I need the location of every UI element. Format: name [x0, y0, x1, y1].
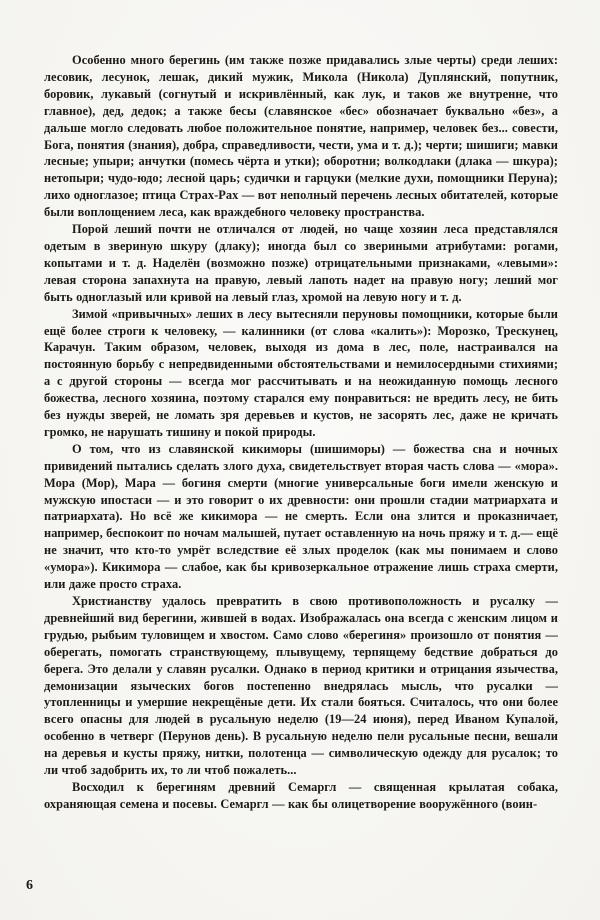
paragraph-rusalka: Христианству удалось превратить в свою противоположность и русалку — древнейший вид берегини, жившей в водах. Изображалась она всегда с женским лицом и грудью, рыбьим туловищем и хвостом. Само слово «берегиня» произошло от понятия — оберегать, помогать странствующему, плывущему, терпящему бедствие добраться до берега. Это делали у славян русалки. Однако в период критики и отрицания язычества, демонизации языческих богов постепенно внедрялась мысль, что русалки — утопленницы и умершие некрещёные дети. Их стали бояться. Считалось, что они более всего опасны для людей в русальную неделю (19—24 июня), перед Иваном Купалой, особенно в четверг (Перунов день). В русальную неделю пели русальные песни, вешали на деревья и кусты пряжу, нитки, полотенца — символическую одежду для русалок; то ли чтоб задобрить их, то ли чтоб пожалеть... — [44, 594, 558, 778]
paragraph-bereginy-leshie: Особенно много берегинь (им также позже придавались злые черты) среди леших: лесовик, лесунок, лешак, дикий мужик, Микола (Никола) Дуплянский, попутник, боровик, лукавый (согнутый и искривлённый, как лук, и таков же внутренне, что главное), дед, дедок; а также бесы (славянское «бес» обозначает буквально «без», а дальше могло следовать любое положительное понятие, например, человек без... совести, Бога, понятия (знания), добра, справедливости, чести, ума и т. д.); черти; шишиги; мавки лесные; упыри; анчутки (помесь чёрта и утки); оборотни; волкодлаки (длака — шкура); нетопыри; чудо-юдо; лесной царь; судички и гарцуки (мелкие духи, помощники Перуна); лихо одноглазое; птица Страх-Рах — вот неполный перечень лесных обитателей, которые были воплощением леса, как враждебного человеку пространства. — [44, 53, 558, 220]
paragraph-semargl: Восходил к берегиням древний Семаргл — священная крылатая собака, охраняющая семена и посевы. Семаргл — как бы олицетворение вооружённого (воин- — [44, 779, 558, 811]
page-text — [44, 52, 558, 813]
paragraph-kikimora-mora: О том, что из славянской кикиморы (шишиморы) — божества сна и ночных привидений пытались сделать злого духа, свидетельствует вторая часть слова — «мора». Мора (Мор), Мара — богиня смерти (многие универсальные боги имели женскую и мужскую ипостаси — и это говорит о их древности: они прошли стадии матриархата и патриархата). Но всё же кикимора — не смерть. Если она злится и проказничает, например, беспокоит по ночам малышей, путает оставленную на ночь пряжу и т. д.— ещё не значит, что кто-то умрёт вследствие её злых проделок (как мы понимаем и слово «умора»). Кикимора — слабое, как бы кривозеркальное отражение лишь страха смерти, или даже просто страха. — [44, 441, 558, 592]
page-number: 6 — [26, 878, 33, 893]
paragraph-leshy-appearance: Порой леший почти не отличался от людей, но чаще хозяин леса представлялся одетым в звериную шкуру (длаку); иногда был со звериными атрибутами: рогами, копытами и т. д. Наделён (возможно позже) отрицательными признаками, «левыми»: левая сторона запахнута на правую, левый лапоть надет на правую ногу; леший мог быть одноглазый или кривой на левый глаз, хромой на левую ногу и т. д. — [44, 222, 558, 304]
paragraph-winter-kalinniki: Зимой «привычных» леших в лесу вытесняли перуновы помощники, которые были ещё более строги к человеку, — калинники (от слова «калить»): Морозко, Трескунец, Карачун. Таким образом, человек, выходя из дома в лес, поле, настраивался на постоянную борьбу с непредвиденными обстоятельствами и немилосердными стихиями; а с другой стороны — всегда мог рассчитывать и на неожиданную помощь лесного божества, лесного хозяина, поэтому старался ему понравиться: не вредить лесу, не бить без нужды зверей, не ломать зря деревьев и кустов, не засорять лес, даже не кричать громко, не нарушать тишину и покой природы. — [44, 306, 558, 439]
